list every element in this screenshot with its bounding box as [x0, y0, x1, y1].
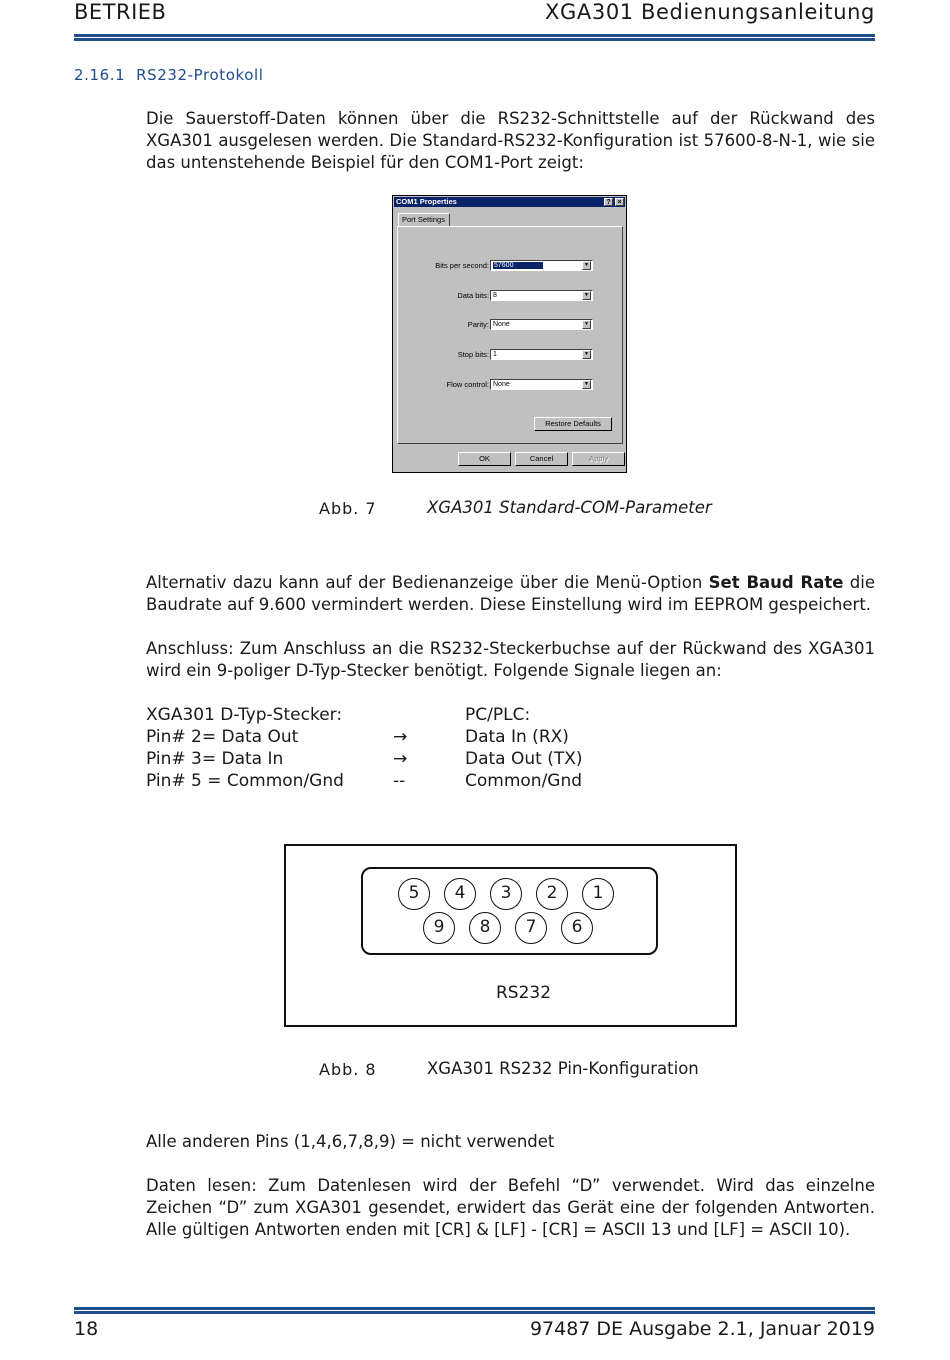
field-row-stop-bits	[398, 349, 624, 361]
bits-per-second-select[interactable]	[490, 260, 593, 271]
pin-2: 2	[536, 878, 568, 910]
chevron-down-icon[interactable]: ▼	[582, 380, 591, 389]
chevron-down-icon[interactable]: ▼	[582, 320, 591, 329]
header-document-title: XGA301 Bedienungsanleitung	[545, 0, 875, 24]
signal-header-right: PC/PLC:	[465, 705, 531, 725]
pin-6: 6	[561, 912, 593, 944]
field-row-parity	[398, 319, 624, 331]
header-rule-secondary	[74, 38, 875, 41]
cancel-button[interactable]: Cancel	[515, 452, 568, 466]
restore-defaults-button[interactable]: Restore Defaults	[534, 417, 612, 431]
field-label: Stop bits:	[457, 350, 489, 359]
com-properties-dialog	[392, 195, 627, 473]
ok-button[interactable]: OK	[458, 452, 511, 466]
figure-caption: XGA301 RS232 Pin-Konfiguration	[427, 1059, 699, 1078]
edition-info: 97487 DE Ausgabe 2.1, Januar 2019	[529, 1318, 875, 1340]
select-value: 8	[493, 292, 497, 299]
read-data-paragraph: Daten lesen: Zum Datenlesen wird der Befehl “D” verwendet. Wird das einzelne Zeichen “D” zum XGA301 gesendet, erwidert das Gerät eine der folgenden Antworten. Alle gültigen Antworten enden mit [CR] & [LF] - [CR] = ASCII 13 und [LF] = ASCII 10).	[146, 1176, 875, 1239]
stop-bits-select[interactable]	[490, 349, 593, 360]
connection-paragraph: Anschluss: Zum Anschluss an die RS232-Steckerbuchse auf der Rückwand des XGA301 wird ein 9-poliger D-Typ-Stecker benötigt. Folgende Signale liegen an:	[146, 639, 875, 680]
page-number: 18	[74, 1318, 99, 1340]
field-label: Parity:	[467, 320, 489, 329]
close-button[interactable]: ×	[615, 198, 624, 206]
field-row-bits-per-second	[398, 260, 624, 272]
section-heading	[74, 66, 264, 84]
arrow-right-icon: →	[393, 749, 408, 769]
intro-paragraph: Die Sauerstoff-Daten können über die RS232-Schnittstelle auf der Rückwand des XGA301 ausgelesen werden. Die Standard-RS232-Konfiguration ist 57600-8-N-1, wie sie das untenstehende Beispiel für den COM1-Port zeigt:	[146, 109, 875, 172]
select-value: 1	[493, 351, 497, 358]
flow-control-select[interactable]	[490, 379, 593, 390]
signal-row-right: Data Out (TX)	[465, 749, 583, 769]
signal-row-right: Data In (RX)	[465, 727, 569, 747]
field-row-flow-control	[398, 379, 624, 391]
dialog-panel	[397, 226, 623, 444]
select-value: 57600	[493, 262, 543, 269]
pin-3: 3	[490, 878, 522, 910]
field-label: Bits per second:	[435, 261, 489, 270]
chevron-down-icon[interactable]: ▼	[582, 291, 591, 300]
unused-pins-paragraph: Alle anderen Pins (1,4,6,7,8,9) = nicht verwendet	[146, 1132, 555, 1151]
field-label: Data bits:	[457, 291, 489, 300]
footer-rule	[74, 1307, 875, 1310]
help-button[interactable]: ?	[604, 198, 613, 206]
header-rule	[74, 34, 875, 37]
section-number: 2.16.1	[74, 66, 126, 84]
arrow-right-icon: →	[393, 727, 408, 747]
pin-1: 1	[582, 878, 614, 910]
signal-row-left: Pin# 5 = Common/Gnd	[146, 771, 344, 791]
chevron-down-icon[interactable]: ▼	[582, 261, 591, 270]
data-bits-select[interactable]	[490, 290, 593, 301]
baud-text-after: die Baudrate auf 9.600 vermindert werden. Diese Einstellung wird im EEPROM gespeichert.	[146, 573, 875, 614]
baud-text-before: Alternativ dazu kann auf der Bedienanzeige über die Menü-Option	[146, 573, 709, 592]
pin-4: 4	[444, 878, 476, 910]
field-row-data-bits	[398, 290, 624, 302]
baud-rate-paragraph	[146, 572, 875, 616]
footer-rule-secondary	[74, 1311, 875, 1314]
apply-button: Apply	[572, 452, 625, 466]
signal-row-right: Common/Gnd	[465, 771, 583, 791]
select-value: None	[493, 381, 510, 388]
pin-9: 9	[423, 912, 455, 944]
pin-5: 5	[398, 878, 430, 910]
figure-caption: XGA301 Standard-COM-Parameter	[427, 498, 712, 517]
dialog-title: COM1 Properties	[396, 197, 457, 206]
parity-select[interactable]	[490, 319, 593, 330]
select-value: None	[493, 321, 510, 328]
dialog-titlebar	[394, 197, 625, 207]
section-title: RS232-Protokoll	[136, 66, 264, 84]
figure-number: Abb. 8	[319, 1060, 377, 1079]
header-section-label: BETRIEB	[74, 0, 167, 24]
signal-row-left: Pin# 2= Data Out	[146, 727, 299, 747]
signal-row-left: Pin# 3= Data In	[146, 749, 284, 769]
connector-label: RS232	[496, 983, 552, 1003]
tab-port-settings[interactable]: Port Settings	[398, 213, 450, 227]
figure-number: Abb. 7	[319, 499, 377, 518]
signal-header-left: XGA301 D-Typ-Stecker:	[146, 705, 343, 725]
pin-7: 7	[515, 912, 547, 944]
field-label: Flow control:	[446, 380, 489, 389]
pin-8: 8	[469, 912, 501, 944]
chevron-down-icon[interactable]: ▼	[582, 350, 591, 359]
menu-option-name: Set Baud Rate	[708, 573, 844, 592]
signal-row-separator: --	[393, 771, 406, 791]
